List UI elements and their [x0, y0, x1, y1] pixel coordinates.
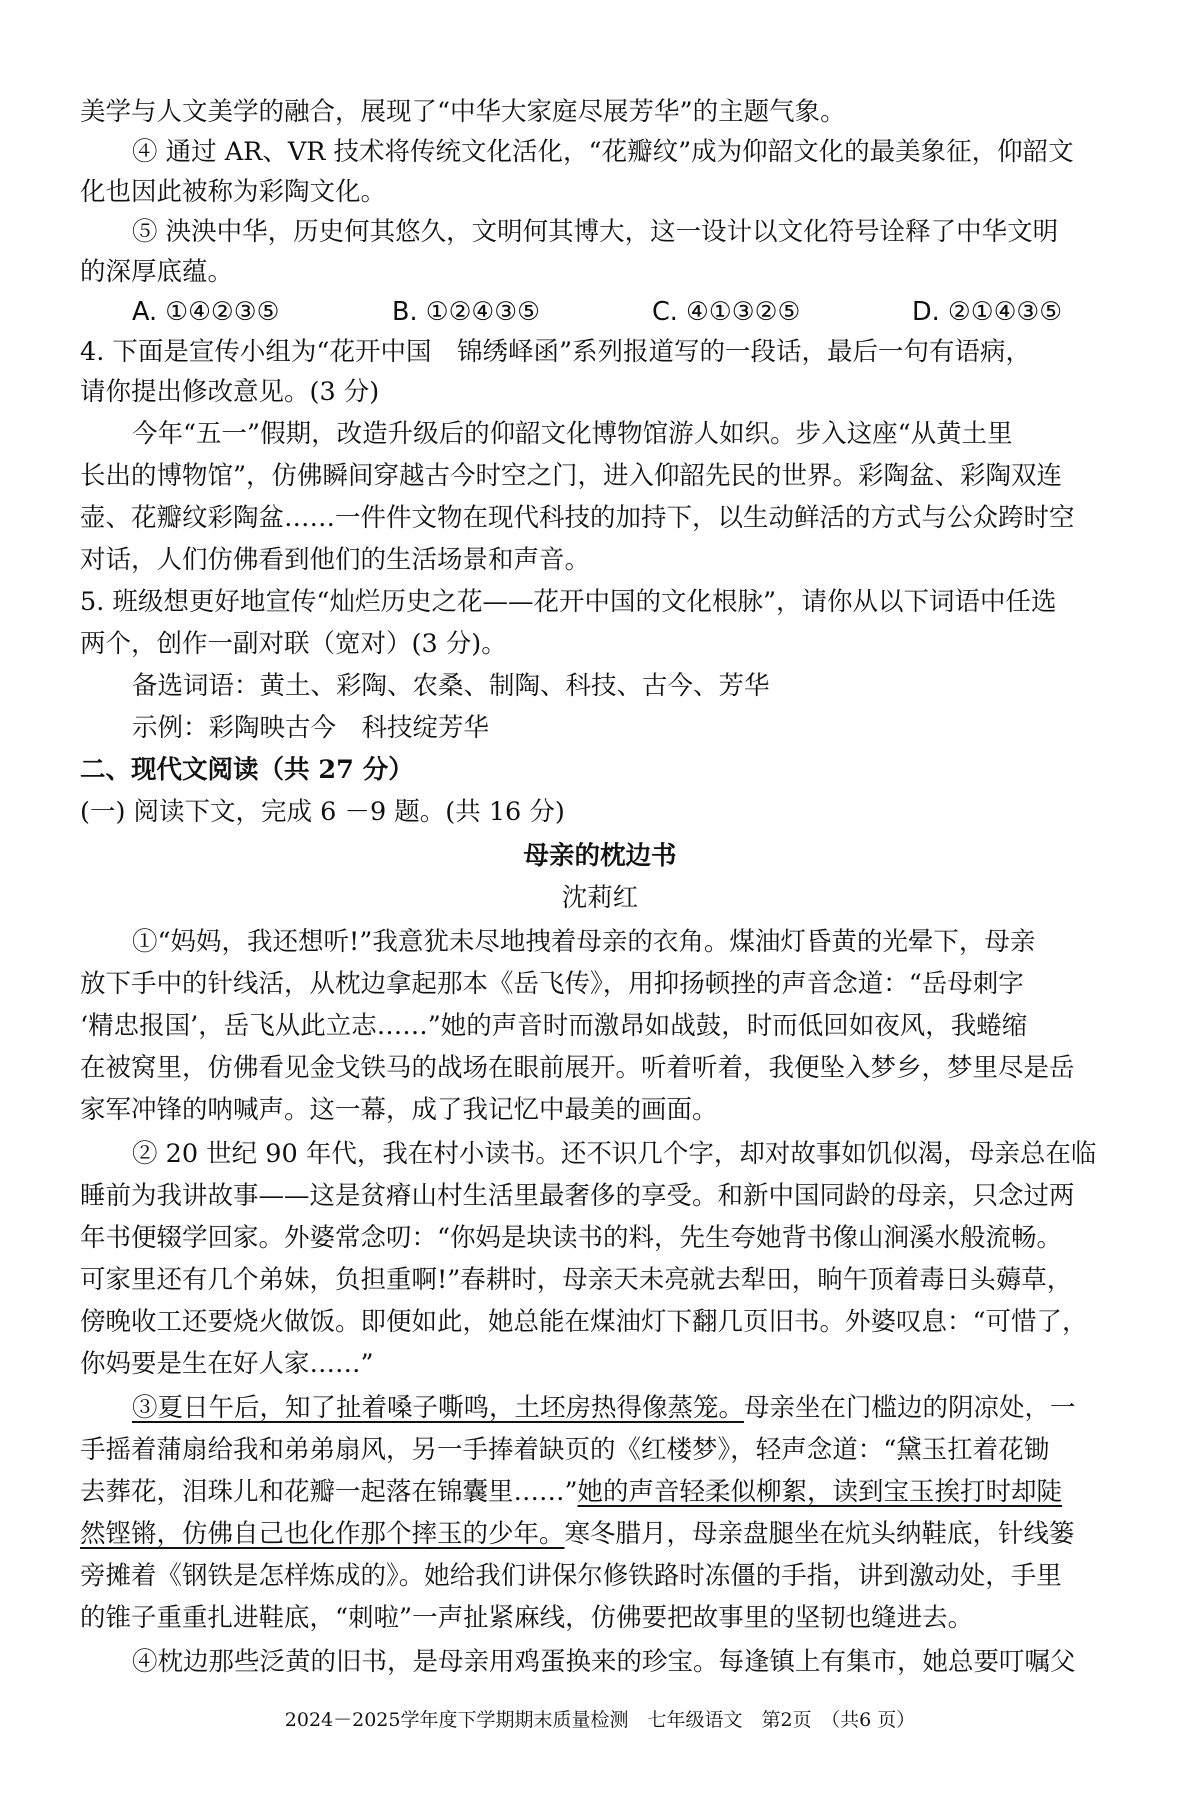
subsection-title: (一) 阅读下文，完成 6 －9 题。(共 16 分): [80, 797, 565, 827]
paragraph-text: 母亲坐在门槛边的阴凉处，一: [744, 1393, 1076, 1423]
paragraph-1-line: 在被窝里，仿佛看见金戈铁马的战场在眼前展开。听着听着，我便坠入梦乡，梦里尽是岳: [80, 1053, 1075, 1083]
text-line: 化也因此被称为彩陶文化。: [80, 177, 387, 207]
passage-line: 今年“五一”假期，改造升级后的仰韶文化博物馆游人如织。步入这座“从黄土里: [132, 419, 1013, 449]
option-a: A. ①④②③⑤: [132, 297, 280, 327]
option-d: D. ②①④③⑤: [912, 297, 1063, 327]
question-5-line: 5. 班级想更好地宣传“灿烂历史之花——花开中国的文化根脉”，请你从以下词语中任选: [80, 587, 1057, 617]
underlined-sentence: 然铿锵，仿佛自己也化作那个摔玉的少年。: [80, 1519, 565, 1549]
text-line: 美学与人文美学的融合，展现了“中华大家庭尽展芳华”的主题气象。: [80, 97, 846, 127]
paragraph-text: 寒冬腊月，母亲盘腿坐在炕头纳鞋底，针线篓: [564, 1519, 1075, 1549]
paragraph-1-line: 放下手中的针线活，从枕边拿起那本《岳飞传》，用抑扬顿挫的声音念道：“岳母刺字: [80, 969, 1024, 999]
question-5-line: 两个，创作一副对联（宽对）(3 分)。: [80, 629, 507, 659]
section-title: 二、现代文阅读（共 27 分）: [80, 755, 414, 785]
paragraph-3-line: 的锥子重重扎进鞋底，“刺啦”一声扯紧麻线，仿佛要把故事里的坚韧也缝进去。: [80, 1603, 974, 1633]
paragraph-text: 去葬花，泪珠儿和花瓣一起落在锦囊里……”: [80, 1477, 578, 1507]
paragraph-1-line: ①“妈妈，我还想听!”我意犹未尽地拽着母亲的衣角。煤油灯昏黄的光晕下，母亲: [132, 927, 1036, 957]
article-author: 沈莉红: [561, 883, 639, 913]
candidate-words: 备选词语：黄土、彩陶、农桑、制陶、科技、古今、芳华: [132, 671, 770, 701]
paragraph-2-line: 傍晚收工还要烧火做饭。即便如此，她总能在煤油灯下翻几页旧书。外婆叹息：“可惜了，: [80, 1307, 1088, 1337]
paragraph-1-line: 家军冲锋的呐喊声。这一幕，成了我记忆中最美的画面。: [80, 1095, 718, 1125]
paragraph-3-line: 旁摊着《钢铁是怎样炼成的》。她给我们讲保尔修铁路时冻僵的手指，讲到激动处，手里: [80, 1561, 1062, 1591]
paragraph-2-line: 睡前为我讲故事——这是贫瘠山村生活里最奢侈的享受。和新中国同龄的母亲，只念过两: [80, 1181, 1075, 1211]
paragraph-2-line: 年书便辍学回家。外婆常念叨：“你妈是块读书的料，先生夸她背书像山涧溪水般流畅。: [80, 1223, 1063, 1253]
underlined-sentence: 她的声音轻柔似柳絮，读到宝玉挨打时却陡: [577, 1477, 1063, 1507]
paragraph-2-line: ② 20 世纪 90 年代，我在村小读书。还不识几个字，却对故事如饥似渴，母亲总在临: [132, 1139, 1097, 1169]
passage-line: 长出的博物馆”，仿佛瞬间穿越古今时空之门，进入仰韶先民的世界。彩陶盆、彩陶双连: [80, 461, 1063, 491]
passage-line: 壶、花瓣纹彩陶盆……一件件文物在现代科技的加持下，以生动鲜活的方式与公众跨时空: [80, 503, 1075, 533]
page-footer: 2024－2025学年度下学期期末质量检测 七年级语文 第2页 （共6 页）: [284, 1709, 916, 1731]
article-title: 母亲的枕边书: [523, 841, 677, 871]
paragraph-3-line: [132, 1388, 1120, 1428]
paragraph-4-line: ④枕边那些泛黄的旧书，是母亲用鸡蛋换来的珍宝。每逢镇上有集市，她总要叮嘱父: [132, 1647, 1076, 1677]
option-b: B. ①②④③⑤: [392, 297, 541, 327]
paragraph-2-line: 可家里还有几个弟妹，负担重啊!”春耕时，母亲天未亮就去犁田，晌午顶着毒日头薅草，: [80, 1265, 1073, 1295]
paragraph-2-line: 你妈要是生在好人家……”: [80, 1349, 374, 1379]
option-item-5: ⑤ 泱泱中华，历史何其悠久，文明何其博大，这一设计以文化符号诠释了中华文明: [132, 217, 1059, 247]
question-4-line: 请你提出修改意见。(3 分): [80, 377, 380, 407]
text-line: 的深厚底蕴。: [80, 257, 234, 287]
option-item-4: ④ 通过 AR、VR 技术将传统文化活化，“花瓣纹”成为仰韶文化的最美象征，仰韶文: [132, 137, 1074, 167]
paragraph-3-line: 手摇着蒲扇给我和弟弟扇风，另一手捧着缺页的《红楼梦》，轻声念道：“黛玉扛着花锄: [80, 1435, 1050, 1465]
underlined-sentence: ③夏日午后，知了扯着嗓子嘶鸣，土坯房热得像蒸笼。: [132, 1393, 745, 1423]
passage-line: 对话，人们仿佛看到他们的生活场景和声音。: [80, 545, 591, 575]
paragraph-3-line: [80, 1514, 1120, 1554]
paragraph-1-line: ‘精忠报国’，岳飞从此立志……”她的声音时而激昂如战鼓，时而低回如夜风，我蜷缩: [80, 1011, 1028, 1041]
example-couplet: 示例：彩陶映古今 科技绽芳华: [132, 713, 490, 743]
option-c: C. ④①③②⑤: [652, 297, 801, 327]
paragraph-3-line: [80, 1472, 1120, 1512]
question-4-line: 4. 下面是宣传小组为“花开中国 锦绣峄函”系列报道写的一段话，最后一句有语病，: [80, 337, 1032, 367]
